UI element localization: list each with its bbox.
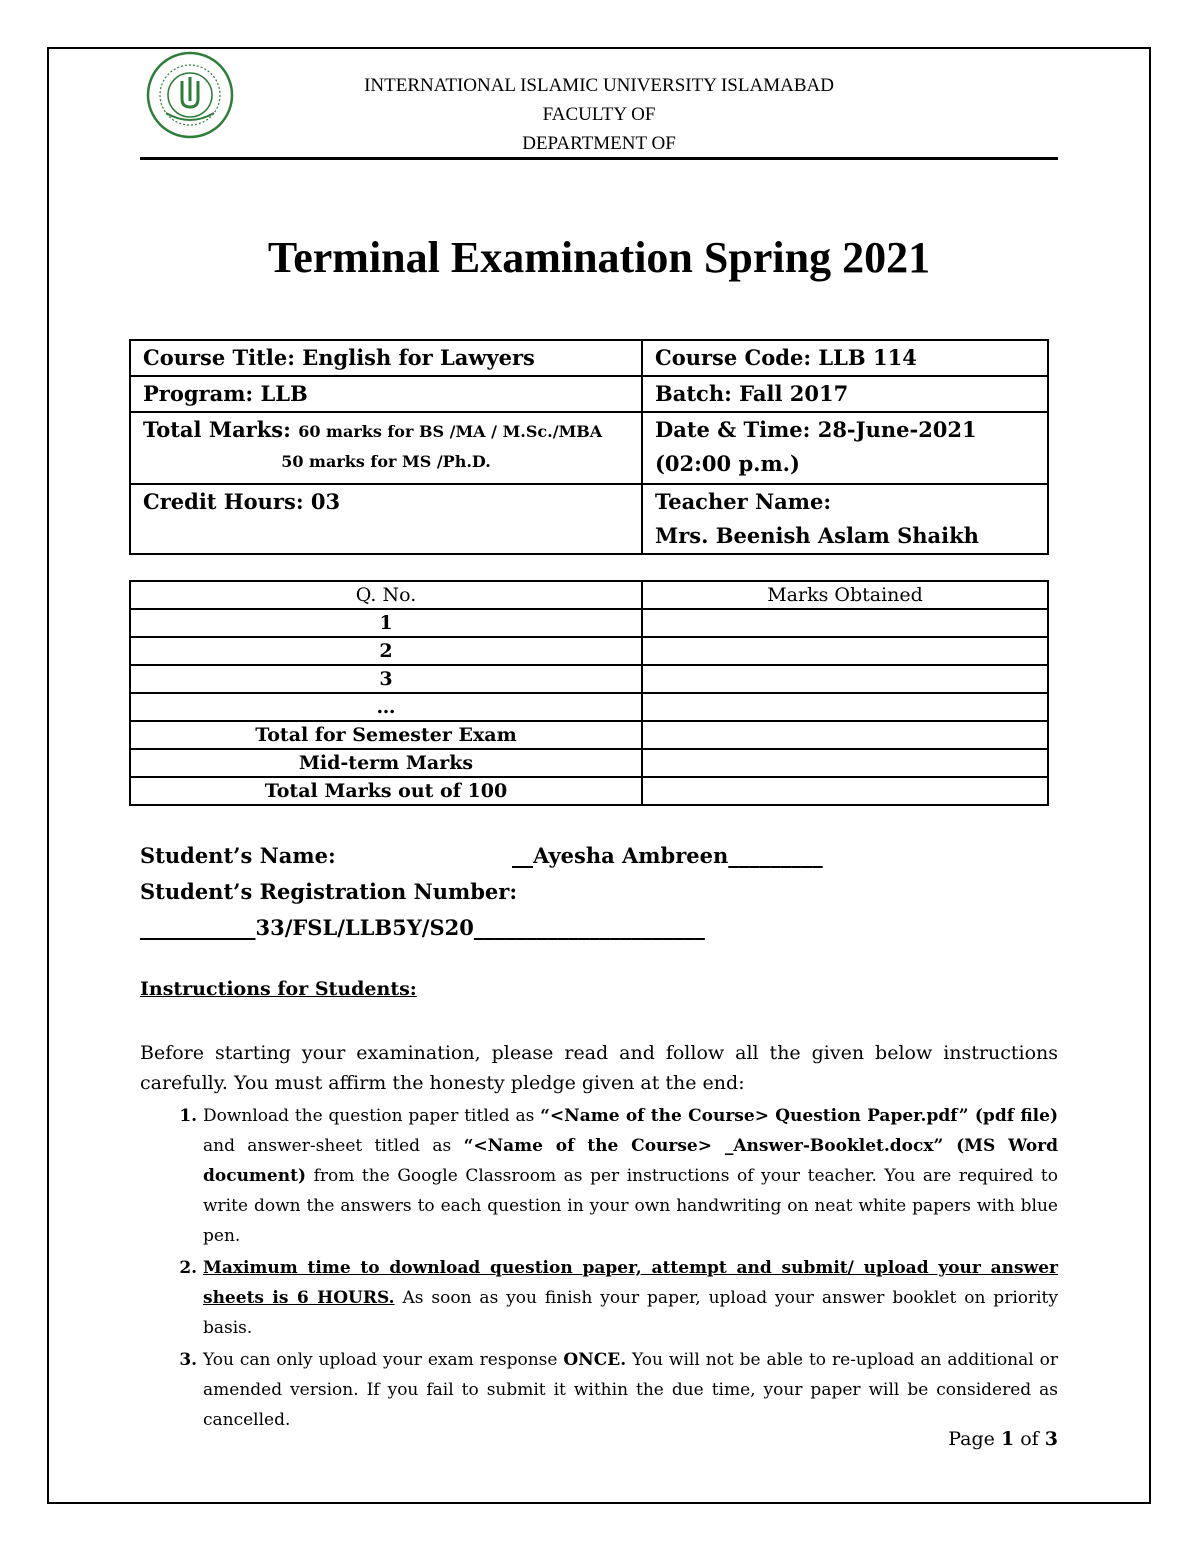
instruction-emphasis: Maximum time to download question paper, attempt and submit/ upload your answer sheets is 6 HOURS. xyxy=(203,1258,1058,1308)
instructions-intro: Before starting your examination, please read and follow all the given below instructions carefully. You must affirm the honesty pledge given at the end: xyxy=(140,1042,1058,1094)
table-row xyxy=(130,637,1048,665)
marks-cell[interactable] xyxy=(642,665,1048,693)
instruction-item-2 xyxy=(203,1253,1058,1343)
marks-cell[interactable] xyxy=(642,749,1048,777)
instruction-text: You will not be able to re-upload an additional or amended version. If you fail to submit it within the due time, your paper will be considered as cancelled. xyxy=(203,1350,1058,1430)
exam-title: Terminal Examination Spring 2021 xyxy=(267,233,931,282)
course-title: Course Title: English for Lawyers xyxy=(130,340,642,376)
instruction-text: and answer-sheet titled as xyxy=(203,1136,464,1156)
university-name: INTERNATIONAL ISLAMIC UNIVERSITY ISLAMABAD xyxy=(364,75,834,96)
instructions-heading: Instructions for Students: xyxy=(140,978,417,1000)
row-label: 1 xyxy=(130,609,642,637)
marks-cell[interactable] xyxy=(642,693,1048,721)
table-row xyxy=(130,777,1048,805)
row-label: Total for Semester Exam xyxy=(130,721,642,749)
student-reg-value[interactable]: ___________33/FSL/LLB5Y/S20______________________ xyxy=(140,915,705,940)
table-row xyxy=(130,609,1048,637)
row-label: 2 xyxy=(130,637,642,665)
header-divider xyxy=(140,157,1058,160)
total-marks-line2: 50 marks for MS /Ph.D. xyxy=(281,452,491,471)
total-marks xyxy=(130,412,642,484)
table-row xyxy=(130,693,1048,721)
row-label: … xyxy=(130,693,642,721)
marks-cell[interactable] xyxy=(642,609,1048,637)
student-name-label: Student’s Name: xyxy=(140,843,336,868)
page-of: of xyxy=(1014,1428,1045,1450)
instruction-emphasis: ONCE. xyxy=(563,1350,627,1370)
instructions-list xyxy=(140,1101,1058,1437)
table-row xyxy=(130,721,1048,749)
instruction-text: from the Google Classroom as per instructions of your teacher. You are required to write down the answers to each question in your own handwriting on neat white papers with blue pen. xyxy=(203,1166,1058,1246)
program: Program: LLB xyxy=(130,376,642,412)
total-marks-line1: 60 marks for BS /MA / M.Sc./MBA xyxy=(298,422,603,441)
marks-cell[interactable] xyxy=(642,721,1048,749)
row-label: Total Marks out of 100 xyxy=(130,777,642,805)
marks-cell[interactable] xyxy=(642,637,1048,665)
table-row xyxy=(130,665,1048,693)
credit-hours: Credit Hours: 03 xyxy=(130,484,642,554)
page-total: 3 xyxy=(1044,1428,1058,1450)
faculty-line: FACULTY OF xyxy=(542,104,656,125)
header-marks-obtained: Marks Obtained xyxy=(642,581,1048,609)
instruction-text: Download the question paper titled as xyxy=(203,1106,541,1126)
table-row xyxy=(130,749,1048,777)
instruction-item-1 xyxy=(203,1101,1058,1251)
instruction-text: As soon as you finish your paper, upload your answer booklet on priority basis. xyxy=(203,1288,1058,1338)
header-qno: Q. No. xyxy=(130,581,642,609)
page-word: Page xyxy=(948,1428,1001,1450)
row-label: 3 xyxy=(130,665,642,693)
row-label: Mid-term Marks xyxy=(130,749,642,777)
teacher-label: Teacher Name: xyxy=(655,489,832,514)
date-time-line2: (02:00 p.m.) xyxy=(655,451,800,476)
marks-cell[interactable] xyxy=(642,777,1048,805)
instruction-filename: “<Name of the Course> Question Paper.pdf” (pdf file) xyxy=(540,1106,1059,1126)
teacher xyxy=(642,484,1048,554)
batch: Batch: Fall 2017 xyxy=(642,376,1048,412)
student-reg-label: Student’s Registration Number: xyxy=(140,879,518,904)
marks-header-row xyxy=(130,581,1048,609)
instruction-text: You can only upload your exam response xyxy=(203,1350,564,1370)
instruction-item-3 xyxy=(203,1345,1058,1435)
course-code: Course Code: LLB 114 xyxy=(642,340,1048,376)
teacher-name: Mrs. Beenish Aslam Shaikh xyxy=(655,523,979,548)
page-current: 1 xyxy=(1000,1428,1015,1450)
course-info-table xyxy=(129,339,1049,555)
page-number xyxy=(900,1428,1058,1450)
marks-table xyxy=(129,580,1049,806)
total-marks-label: Total Marks: xyxy=(143,417,291,442)
department-line: DEPARTMENT OF xyxy=(522,133,676,154)
student-name-value[interactable]: __Ayesha Ambreen_________ xyxy=(512,843,823,868)
date-time-line1: Date & Time: 28-June-2021 xyxy=(655,417,977,442)
date-time xyxy=(642,412,1048,484)
instruction-filename: “<Name of the Course> _Answer-Booklet.docx” (MS Word document) xyxy=(203,1136,1058,1186)
